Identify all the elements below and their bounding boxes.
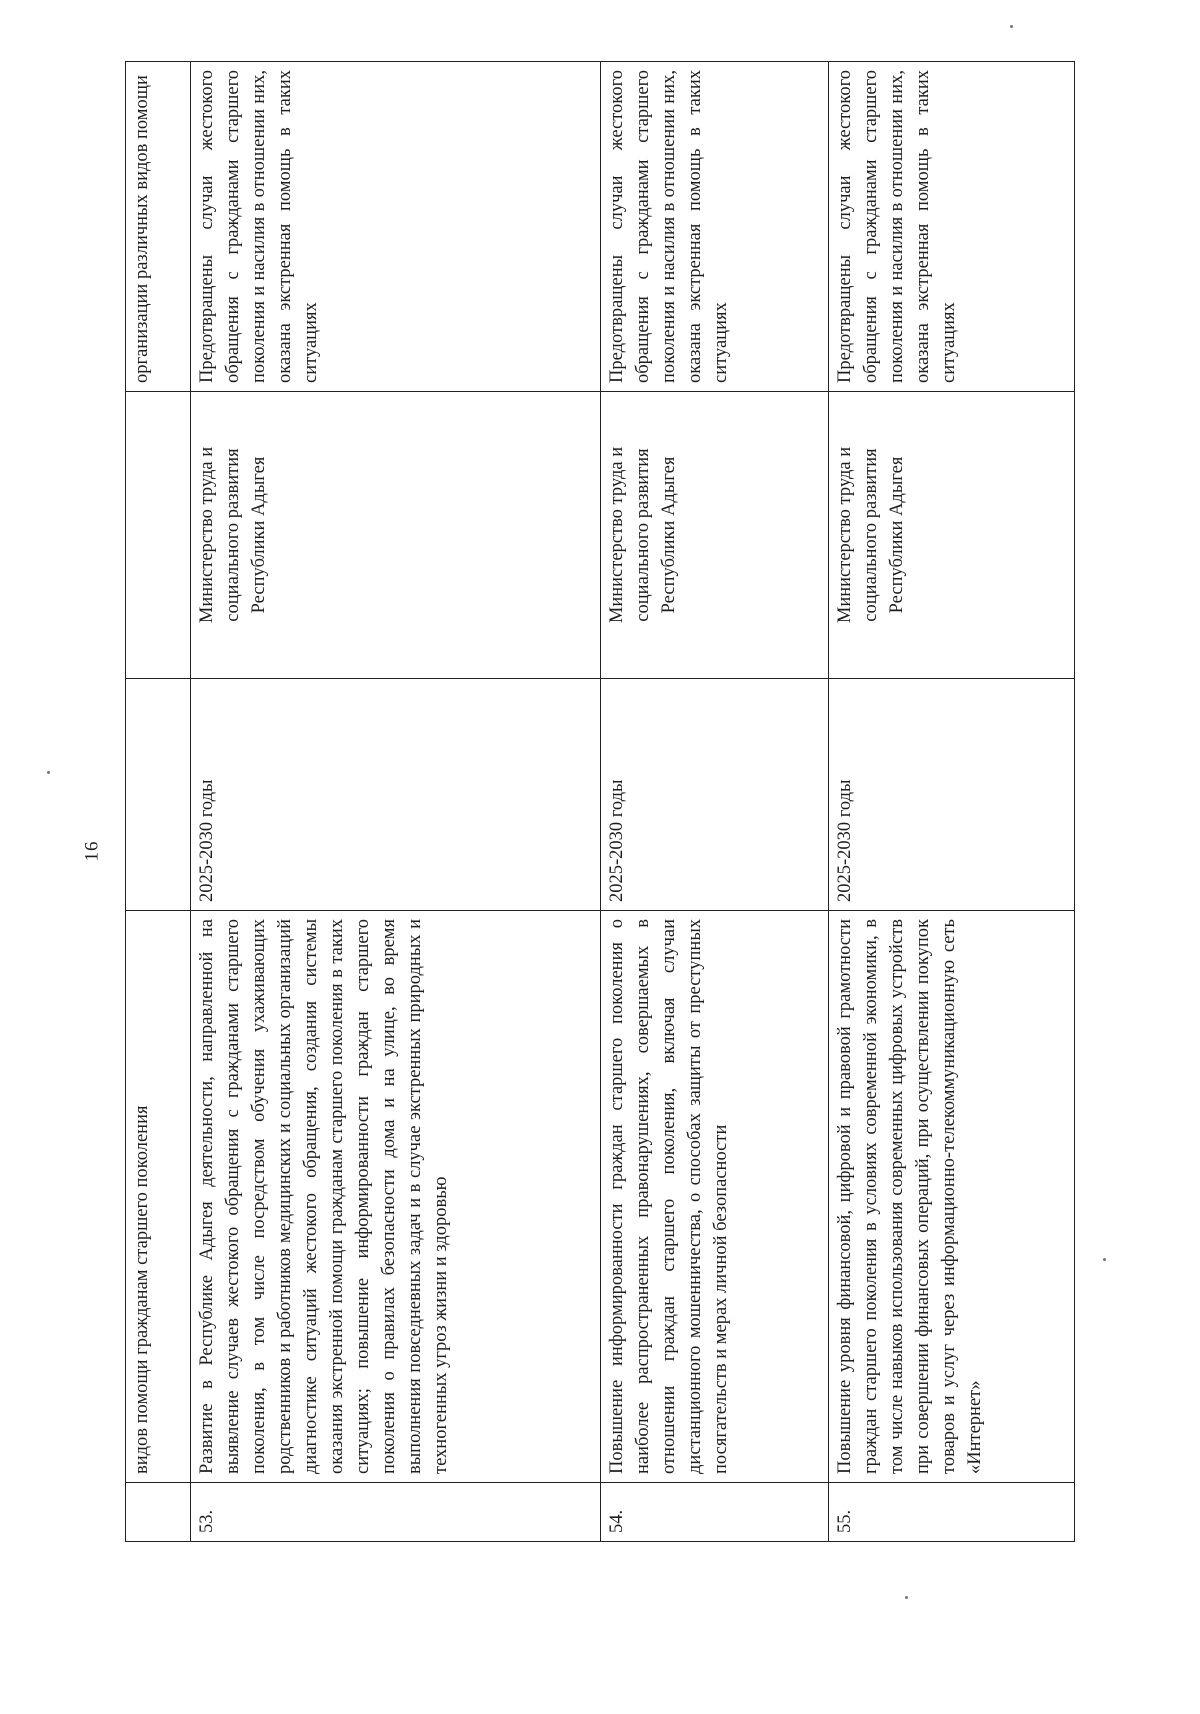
scan-speck bbox=[47, 771, 50, 774]
row-measure: Повышение информированности граждан старшего поколения о наиболее распространенных правонарушениях, совершаемых в отношении граждан старшего поколения, включая случаи дистанционного мошенничества, о способах защиты от преступных посягательств и мерах личной безопасности bbox=[601, 911, 829, 1483]
row-number: 54. bbox=[601, 1483, 829, 1542]
table-row bbox=[191, 62, 601, 1542]
scan-speck bbox=[1103, 1258, 1106, 1261]
table-row bbox=[601, 62, 829, 1542]
row-measure: Развитие в Республике Адыгея деятельности, направленной на выявление случаев жестокого обращения с гражданами старшего поколения, в том числе посредством обучения ухаживающих родственников и работников медицинских и социальных организаций диагностике ситуаций жестокого обращения, создания системы оказания экстренной помощи гражданам старшего поколения в таких ситуациях; повышение информированности граждан старшего поколения о правилах безопасности дома и на улице, во время выполнения повседневных задач и в случае экстренных природных и техногенных угроз жизни и здоровью bbox=[191, 911, 601, 1483]
measures-table bbox=[125, 61, 1075, 1542]
header-num-cell bbox=[126, 1483, 191, 1542]
header-period-cell bbox=[126, 679, 191, 911]
row-period: 2025-2030 годы bbox=[829, 679, 1075, 911]
header-responsible-cell bbox=[126, 392, 191, 679]
scan-speck bbox=[1010, 25, 1013, 28]
row-number: 53. bbox=[191, 1483, 601, 1542]
table-header-row bbox=[126, 62, 191, 1542]
row-result: Предотвращены случаи жестокого обращения с гражданами старшего поколения и насилия в отношении них, оказана экстренная помощь в таких ситуациях bbox=[601, 62, 829, 392]
rotated-table-wrapper bbox=[125, 62, 1075, 1542]
table-row bbox=[829, 62, 1075, 1542]
header-measure-cell: видов помощи гражданам старшего поколения bbox=[126, 911, 191, 1483]
row-result: Предотвращены случаи жестокого обращения с гражданами старшего поколения и насилия в отношении них, оказана экстренная помощь в таких ситуациях bbox=[191, 62, 601, 392]
row-period: 2025-2030 годы bbox=[601, 679, 829, 911]
row-responsible: Министерство труда и социального развития Республики Адыгея bbox=[829, 392, 1075, 679]
header-result-cell: организации различных видов помощи bbox=[126, 62, 191, 392]
page-number: 16 bbox=[81, 840, 103, 862]
row-period: 2025-2030 годы bbox=[191, 679, 601, 911]
row-responsible: Министерство труда и социального развития Республики Адыгея bbox=[601, 392, 829, 679]
row-result: Предотвращены случаи жестокого обращения с гражданами старшего поколения и насилия в отношении них, оказана экстренная помощь в таких ситуациях bbox=[829, 62, 1075, 392]
row-number: 55. bbox=[829, 1483, 1075, 1542]
scan-speck bbox=[905, 1596, 908, 1599]
row-measure: Повышение уровня финансовой, цифровой и правовой грамотности граждан старшего поколения в условиях современной экономики, в том числе навыков использования современных цифровых устройств при совершении финансовых операций, при осуществлении покупок товаров и услуг через информационно-телекоммуникационную сеть «Интернет» bbox=[829, 911, 1075, 1483]
row-responsible: Министерство труда и социального развития Республики Адыгея bbox=[191, 392, 601, 679]
